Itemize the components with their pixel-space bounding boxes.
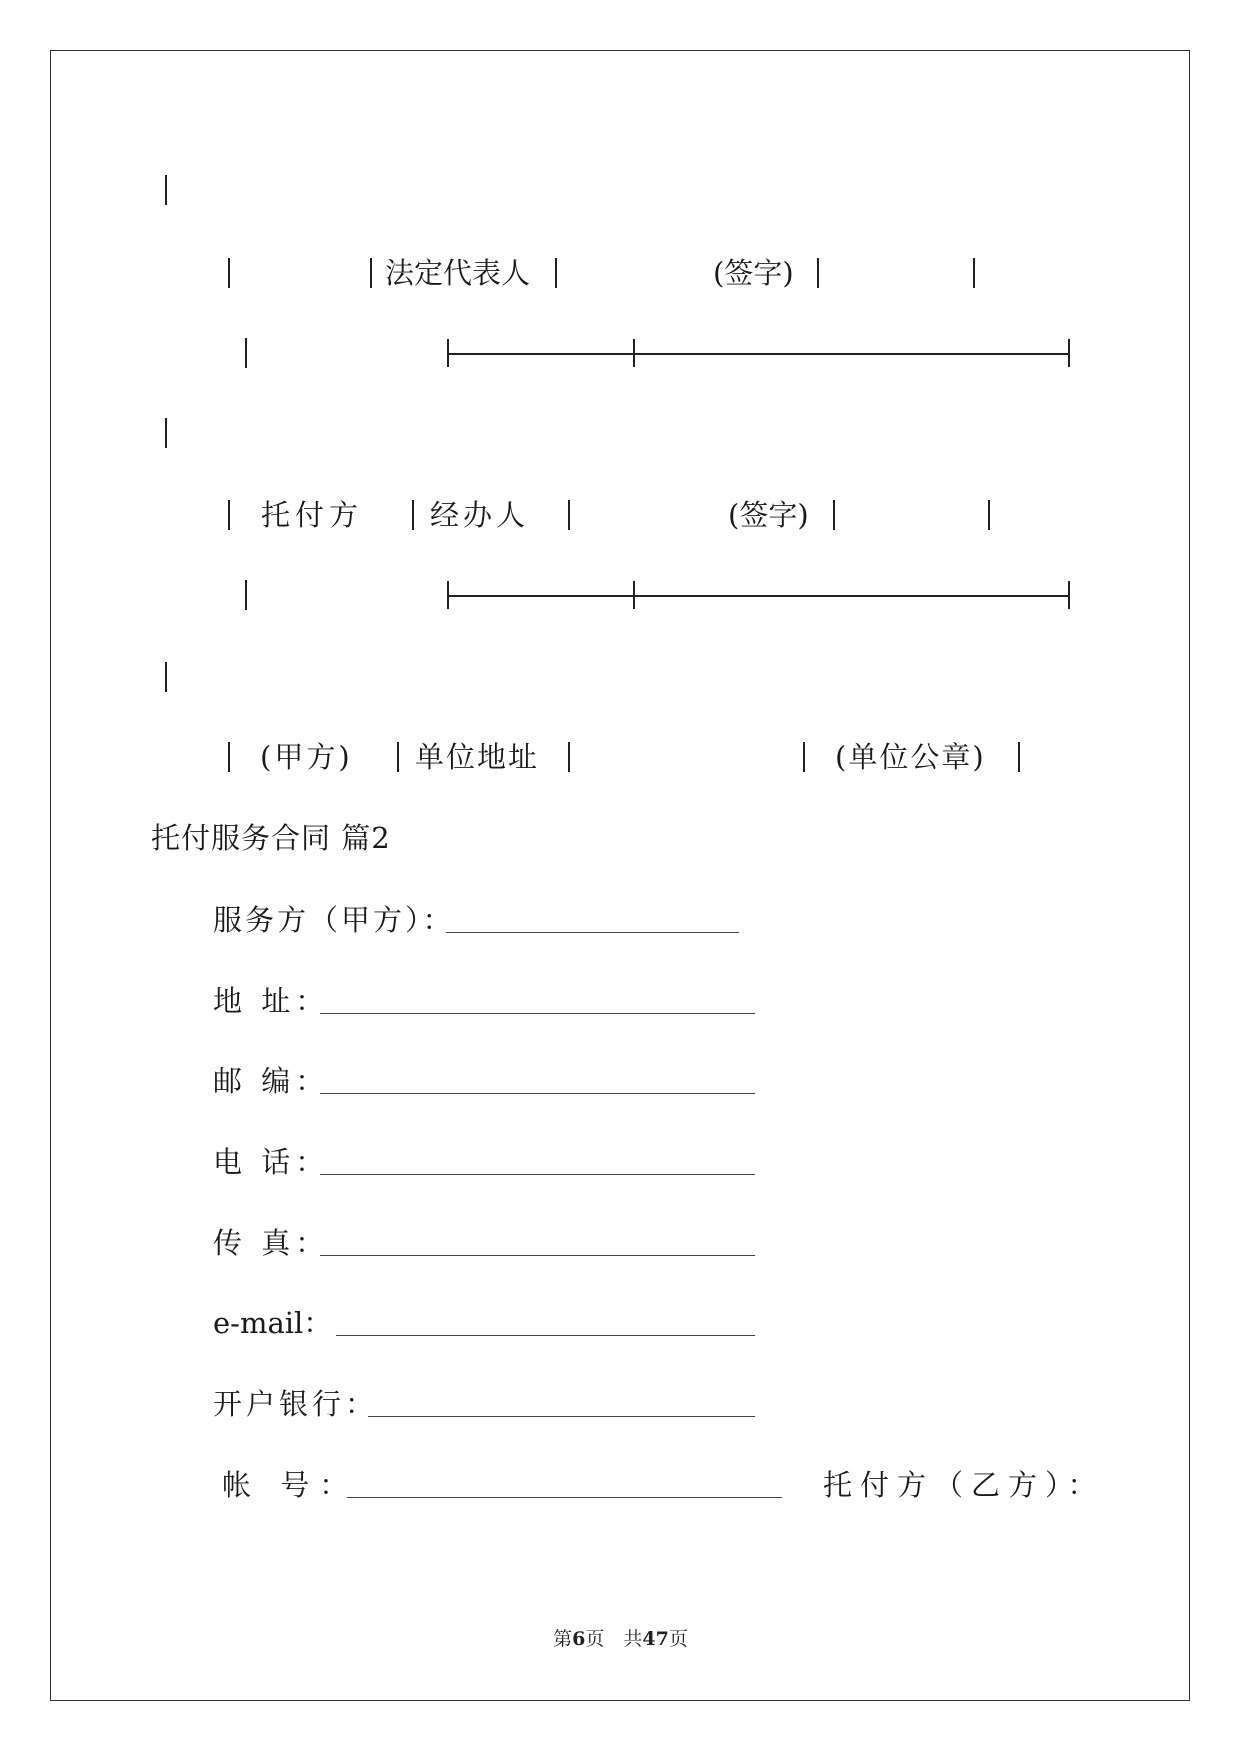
footer-suffix: 页 — [668, 1628, 688, 1650]
table-border-bar — [973, 258, 975, 288]
signature-label: (签字) — [728, 498, 809, 532]
table-border-bar — [228, 258, 230, 288]
table-border-bar — [245, 580, 247, 610]
table-border-bar — [165, 662, 167, 692]
table-rule — [448, 595, 1068, 597]
address-underline — [320, 1013, 755, 1014]
table-border-bar — [370, 258, 372, 288]
table-border-bar — [817, 258, 819, 288]
rule-tick — [633, 339, 635, 367]
footer-mid: 页 共 — [585, 1628, 643, 1650]
rule-tick — [1068, 339, 1070, 367]
table-border-bar — [165, 175, 167, 205]
table-border-bar — [397, 742, 399, 772]
table-border-bar — [228, 500, 230, 530]
unit-seal-label: (单位公章) — [835, 740, 986, 774]
bank-label: 开户银行： — [213, 1387, 379, 1421]
table-border-bar — [555, 258, 557, 288]
party-a-cell: (甲方) — [260, 740, 353, 774]
table-border-bar — [803, 742, 805, 772]
service-party-underline — [446, 932, 739, 933]
table-border-bar — [165, 418, 167, 448]
fax-label: 传 真： — [213, 1226, 330, 1260]
bank-underline — [368, 1416, 755, 1417]
footer-prefix: 第 — [553, 1628, 573, 1650]
fax-underline — [320, 1255, 755, 1256]
table-border-bar — [988, 500, 990, 530]
legal-rep-label: 法定代表人 — [385, 256, 531, 290]
footer-page-number: 6 — [572, 1628, 586, 1650]
table-border-bar — [1018, 742, 1020, 772]
entrust-party-b-label: 托付方（乙方）： — [823, 1468, 1105, 1502]
entrust-party-cell: 托付方 — [261, 498, 364, 532]
handler-label: 经办人 — [430, 498, 530, 532]
table-border-bar — [568, 742, 570, 772]
service-party-label: 服务方（甲方）： — [213, 903, 455, 937]
section-heading: 托付服务合同 篇2 — [151, 821, 391, 855]
table-border-bar — [412, 500, 414, 530]
postcode-label: 邮 编： — [213, 1064, 330, 1098]
page-number-footer — [0, 1624, 1241, 1651]
table-rule — [448, 353, 1068, 355]
table-border-bar — [833, 500, 835, 530]
signature-label: (签字) — [713, 256, 794, 290]
postcode-underline — [320, 1093, 755, 1094]
table-border-bar — [568, 500, 570, 530]
rule-tick — [1068, 581, 1070, 609]
rule-tick — [633, 581, 635, 609]
phone-underline — [320, 1174, 755, 1175]
table-border-bar — [228, 742, 230, 772]
email-label: e-mail： — [213, 1306, 333, 1340]
footer-total-pages: 47 — [642, 1628, 669, 1650]
phone-label: 电 话： — [213, 1145, 330, 1179]
email-underline — [336, 1335, 755, 1336]
table-border-bar — [245, 338, 247, 368]
account-underline — [347, 1497, 782, 1498]
unit-address-label: 单位地址 — [415, 740, 540, 774]
page-border — [50, 50, 1190, 1701]
address-label: 地 址： — [213, 984, 330, 1018]
account-label: 帐 号： — [222, 1468, 359, 1502]
